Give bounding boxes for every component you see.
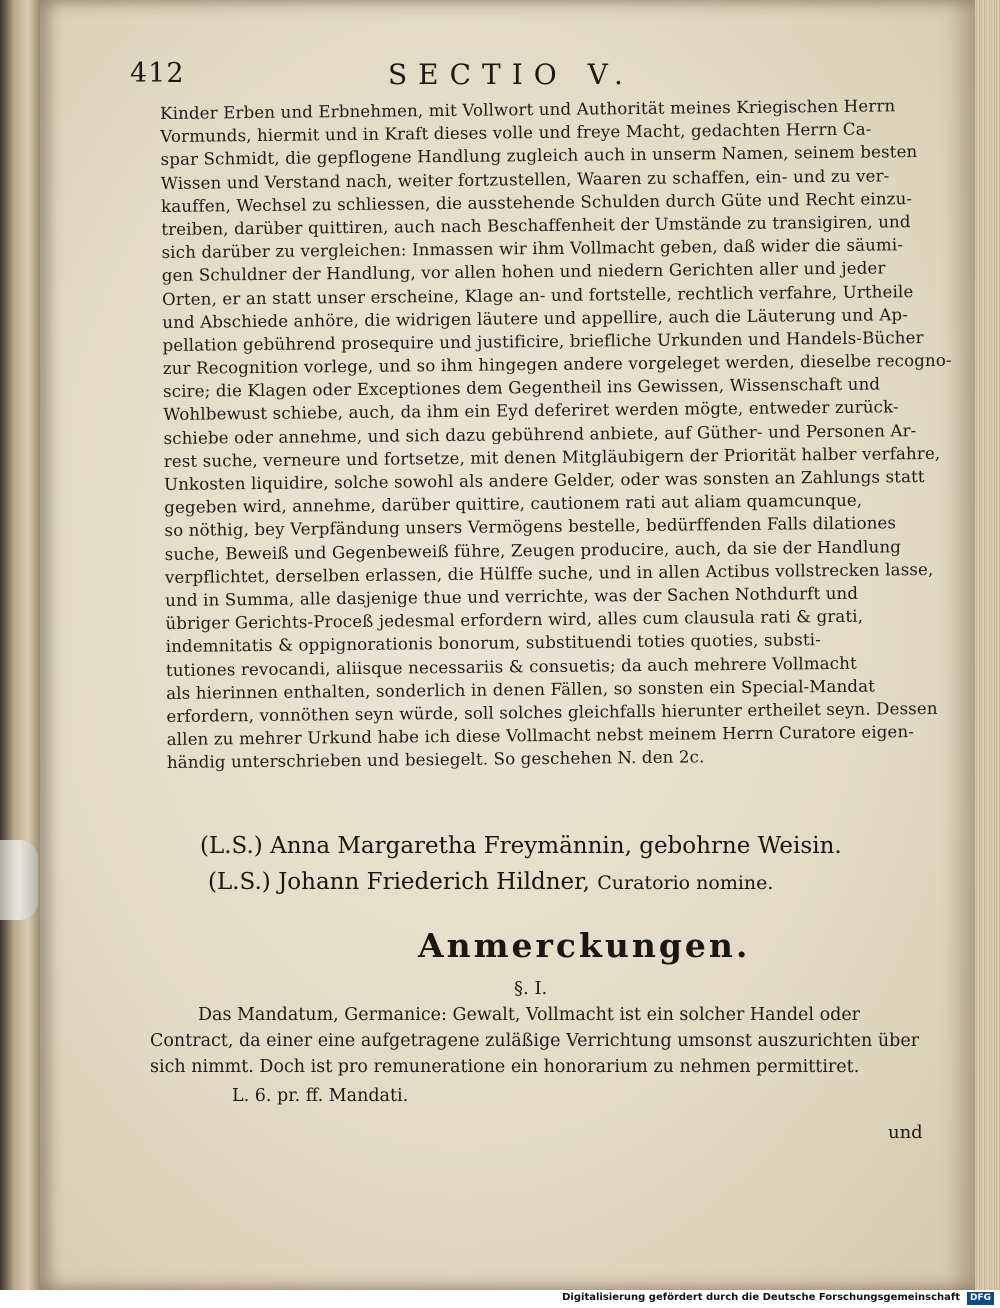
page-edges: [975, 0, 1000, 1290]
curator-role: Curatorio nomine.: [597, 872, 774, 894]
body-line: scire; die Klagen oder Exceptiones dem Gegentheil ins Gewissen, Wissenschaft und: [162, 374, 881, 402]
notes-text: [150, 1002, 930, 1080]
body-line: spar Schmidt, die gepflogene Handlung zugleich auch in unserm Namen, seinem besten: [160, 142, 918, 170]
notes-heading: Anmerckungen.: [418, 926, 751, 965]
body-line: übriger Gerichts-Proceß jedesmal erfordern wird, alles cum clausula rati & grati,: [165, 606, 864, 634]
body-line: Orten, er an statt unser erscheine, Klage an- und fortstelle, rechtlich verfahre, Urtheile: [161, 281, 914, 309]
section-title: SECTIO V.: [388, 58, 634, 91]
running-head: [130, 58, 660, 98]
body-line: händig unterschrieben und besiegelt. So geschehen N. den 2c.: [166, 747, 705, 773]
citation: L. 6. pr. ff. Mandati.: [232, 1086, 409, 1106]
body-line: tutiones revocandi, aliisque necessariis & consuetis; da auch mehrere Vollmacht: [165, 653, 857, 680]
signature-principal: (L.S.) Anna Margaretha Freymännin, gebohrne Weisin.: [200, 833, 842, 859]
body-line: gegeben wird, annehme, darüber quittire, cautionem rati aut aliam quamcunque,: [164, 490, 863, 518]
body-line: verpflichtet, derselben erlassen, die Hülffe suche, und in allen Actibus vollstrecken lasse,: [164, 559, 934, 587]
body-line: pellation gebührend prosequire und justificire, briefliche Urkunden und Handels-Bücher: [162, 327, 924, 355]
note-line: sich nimmt. Doch ist pro remuneratione ein honorarium zu nehmen permittiret.: [150, 1057, 860, 1077]
signature-block: [200, 828, 920, 901]
body-line: suche, Beweiß und Gegenbeweiß führe, Zeugen producire, auch, da sie der Handlung: [164, 536, 902, 564]
body-line: und in Summa, alle dasjenige thue und verrichte, was der Sachen Nothdurft und: [165, 583, 859, 610]
body-line: allen zu mehrer Urkund habe ich diese Vollmacht nebst meinem Herrn Curatore eigen-: [166, 722, 915, 750]
body-line: indemnitatis & oppignorationis bonorum, substituendi toties quoties, substi-: [165, 630, 822, 657]
body-line: und Abschiede anhöre, die widrigen läutere und appellire, auch die Läuterung und Ap-: [162, 304, 909, 332]
body-line: Wissen und Verstand nach, weiter fortzustellen, Waaren zu schaffen, ein- und zu ver-: [160, 165, 890, 193]
body-line: so nöthig, bey Verpfändung unsers Vermögens bestelle, bedürffenden Falls dilationes: [164, 513, 897, 541]
paragraph-mark: §. I.: [514, 978, 548, 999]
body-line: zur Recognition vorlege, und so ihm hingegen andere vorgeleget werden, dieselbe recogno-: [162, 350, 952, 379]
body-line: treiben, darüber quittiren, auch nach Beschaffenheit der Umstände zu transigiren, und: [161, 212, 911, 239]
footer-credit: Digitalisierung gefördert durch die Deutsche Forschungsgemeinschaft: [562, 1292, 960, 1303]
body-line: gen Schuldner der Handlung, vor allen hohen und niedern Gerichten aller und jeder: [161, 258, 886, 286]
dfg-logo: DFG: [967, 1292, 994, 1305]
body-line: Unkosten liquidire, solche sowohl als andere Gelder, oder was sonsten an Zahlungs statt: [163, 467, 925, 494]
note-line: Das Mandatum, Germanice: Gewalt, Vollmacht ist ein solcher Handel oder: [198, 1005, 861, 1025]
body-line: Kinder Erben und Erbnehmen, mit Vollwort und Authorität meines Kriegischen Herrn: [160, 96, 896, 123]
curator-name: (L.S.) Johann Friederich Hildner,: [208, 869, 590, 895]
page-number: 412: [130, 58, 185, 89]
body-line: kauffen, Wechsel zu schliessen, die ausstehende Schulden durch Güte und Recht einzu-: [160, 188, 913, 216]
signature-curator: [200, 864, 920, 901]
body-line: Wohlbewust schiebe, auch, da ihm ein Eyd deferiret werden mögte, entweder zurück-: [163, 397, 899, 425]
body-line: Vormunds, hiermit und in Kraft dieses volle und freye Macht, gedachten Herrn Ca-: [160, 119, 872, 147]
book-spine-left: [0, 0, 40, 1290]
page-clip: [0, 840, 38, 920]
body-text: [160, 94, 952, 775]
body-line: erfordern, vonnöthen seyn würde, soll solches gleichfalls hierunter ertheilet seyn. Dessen: [166, 698, 938, 726]
body-line: schiebe oder annehme, und sich dazu gebührend anbiete, auf Güther- und Personen Ar-: [163, 420, 917, 448]
catchword: und: [888, 1122, 923, 1143]
note-line: Contract, da einer eine aufgetragene zuläßige Verrichtung umsonst auszurichten über: [150, 1031, 920, 1051]
body-line: als hierinnen enthalten, sonderlich in denen Fällen, so sonsten ein Special-Mandat: [166, 676, 876, 703]
body-line: sich darüber zu vergleichen: Inmassen wir ihm Vollmacht geben, daß wider die säumi-: [161, 235, 904, 263]
body-line: rest suche, verneure und fortsetze, mit denen Mitgläubigern der Priorität halber verfahre,: [163, 443, 941, 471]
